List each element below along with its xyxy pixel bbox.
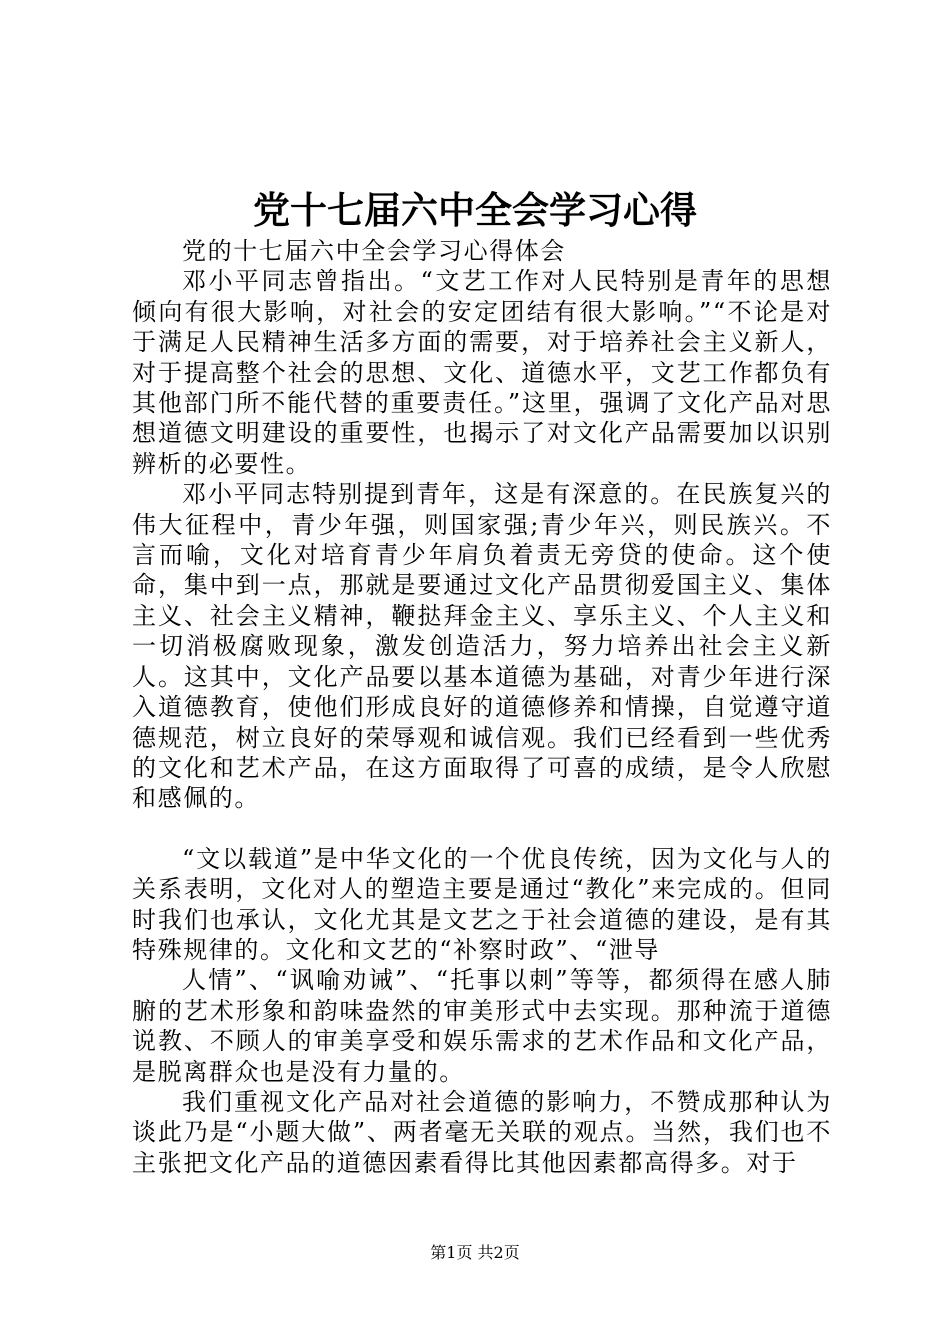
subtitle-paragraph: 党的十七届六中全会学习心得体会 bbox=[182, 237, 566, 265]
body-paragraph: “文以载道”是中华文化的一个优良传统，因为文化与人的关系表明，文化对人的塑造主要是通过“教化”来完成的。但同时我们也承认，文化尤其是文艺之于社会道德的建设，是有其特殊规律的。文化和文艺的“补察时政”、“泄导 bbox=[132, 844, 832, 964]
document-title: 党十七届六中全会学习心得 bbox=[253, 188, 697, 232]
page-footer: 第1页 共2页 bbox=[430, 1243, 520, 1262]
body-paragraph: 我们重视文化产品对社会道德的影响力，不赞成那种认为谈此乃是“小题大做”、两者毫无关联的观点。当然，我们也不主张把文化产品的道德因素看得比其他因素都高得多。对于 bbox=[132, 1087, 832, 1177]
body-paragraph: 邓小平同志特别提到青年，这是有深意的。在民族复兴的伟大征程中，青少年强，则国家强;青少年兴，则民族兴。不言而喻，文化对培育青少年肩负着责无旁贷的使命。这个使命，集中到一点，那就是要通过文化产品贯彻爱国主义、集体主义、社会主义精神，鞭挞拜金主义、享乐主义、个人主义和一切消极腐败现象，激发创造活力，努力培养出社会主义新人。这其中，文化产品要以基本道德为基础，对青少年进行深入道德教育，使他们形成良好的道德修养和情操，自觉遵守道德规范，树立良好的荣辱观和诚信观。我们已经看到一些优秀的文化和艺术产品，在这方面取得了可喜的成绩，是令人欣慰和感佩的。 bbox=[132, 480, 832, 813]
body-paragraph: 人情”、“讽喻劝诫”、“托事以刺”等等，都须得在感人肺腑的艺术形象和韵味盎然的审美形式中去实现。那种流于道德说教、不顾人的审美享受和娱乐需求的艺术作品和文化产品，是脱离群众也是没有力量的。 bbox=[132, 966, 832, 1086]
document-body bbox=[132, 236, 832, 1178]
body-paragraph: 邓小平同志曾指出。“文艺工作对人民特别是青年的思想倾向有很大影响，对社会的安定团结有很大影响。”“不论是对于满足人民精神生活多方面的需要，对于培养社会主义新人，对于提高整个社会的思想、文化、道德水平，文艺工作都负有其他部门所不能代替的重要责任。”这里，强调了文化产品对思想道德文明建设的重要性，也揭示了对文化产品需要加以识别辨析的必要性。 bbox=[132, 267, 832, 478]
